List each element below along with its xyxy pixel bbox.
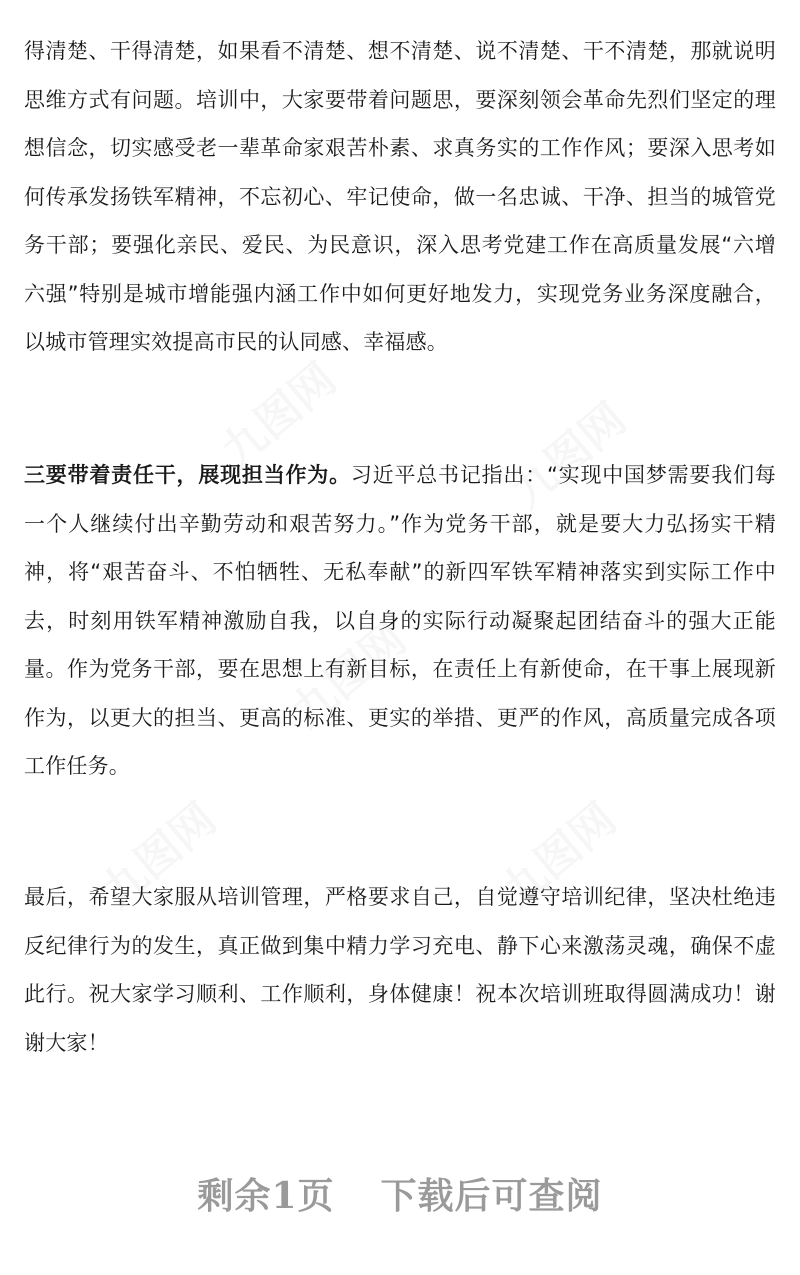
- download-prompt: 下载后可查阅: [380, 1175, 603, 1217]
- section-heading: 三要带着责任干，展现担当作为。: [24, 463, 351, 487]
- body-paragraph: 得清楚、干得清楚，如果看不清楚、想不清楚、说不清楚、干不清楚，那就说明思维方式有问题。培训中，大家要带着问题思，要深刻领会革命先烈们坚定的理想信念，切实感受老一辈革命家艰苦朴素、求真务实的工作作风；要深入思考如何传承发扬铁军精神，不忘初心、牢记使命，做一名忠诚、干净、担当的城管党务干部；要强化亲民、爱民、为民意识，深入思考党建工作在高质量发展“六增六强”特别是城市增能强内涵工作中如何更好地发力，实现党务业务深度融合，以城市管理实效提高市民的认同感、幸福感。: [24, 39, 776, 354]
- closing-paragraph: 最后，希望大家服从培训管理，严格要求自己，自觉遵守培训纪律，坚决杜绝违反纪律行为的发生，真正做到集中精力学习充电、静下心来激荡灵魂，确保不虚此行。祝大家学习顺利、工作顺利，身体健康！祝本次培训班取得圆满成功！谢谢大家！: [24, 885, 776, 1055]
- section-body: 习近平总书记指出：“实现中国梦需要我们每一个人继续付出辛勤劳动和艰苦努力。”作为党务干部，就是要大力弘扬实干精神，将“艰苦奋斗、不怕牺牲、无私奉献”的新四军铁军精神落实到实际工作中去，时刻用铁军精神激励自我，以自身的实际行动凝聚起团结奋斗的强大正能量。作为党务干部，要在思想上有新目标，在责任上有新使命，在干事上展现新作为，以更大的担当、更高的标准、更实的举措、更严的作风，高质量完成各项工作任务。: [24, 463, 776, 778]
- body-paragraph: [24, 451, 776, 791]
- remaining-pages-label: 剩余1页: [197, 1175, 335, 1217]
- download-banner[interactable]: [0, 1168, 800, 1219]
